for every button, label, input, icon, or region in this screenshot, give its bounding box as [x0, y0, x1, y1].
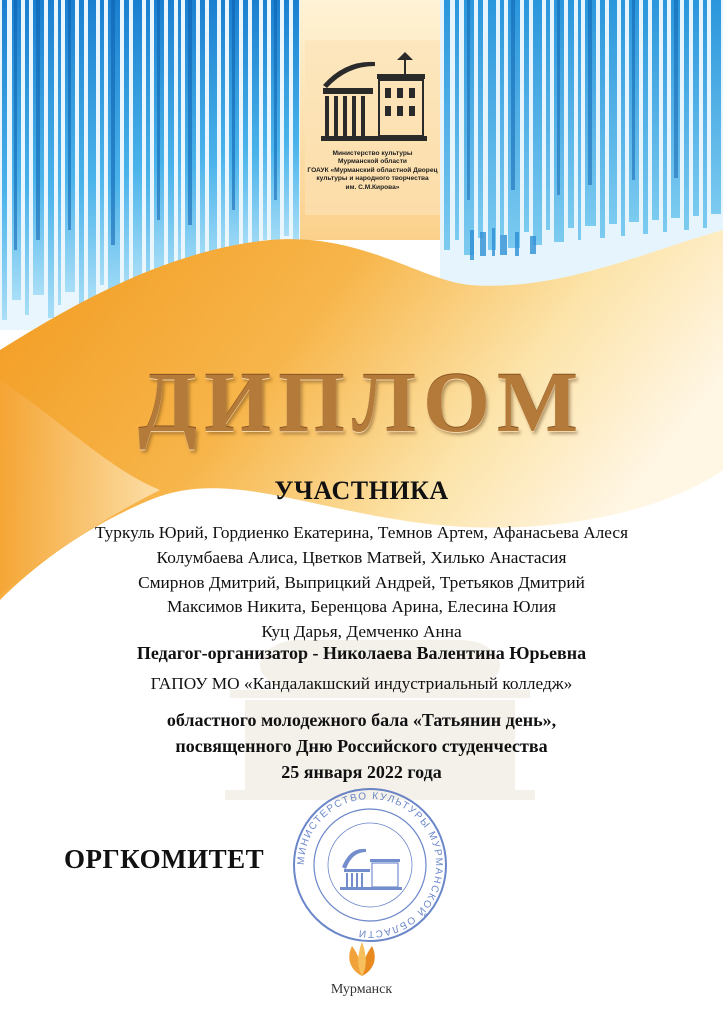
participants-list — [0, 521, 723, 645]
diploma-title: ДИПЛОМ — [137, 354, 586, 450]
stamp-ring-text: МИНИСТЕРСТВО КУЛЬТУРЫ МУРМАНСКОЙ ОБЛАСТИ — [295, 790, 445, 940]
svg-text:МИНИСТЕРСТВО КУЛЬТУРЫ МУРМАНСК — [296, 791, 444, 939]
event-line: посвященного Дню Российского студенчества — [175, 736, 548, 756]
logo-caption-line: им. С.М.Кирова» — [345, 183, 400, 191]
city-label: Мурманск — [330, 982, 393, 997]
participants-line: Смирнов Дмитрий, Выприцкий Андрей, Третьяков Дмитрий — [138, 572, 585, 592]
event-description — [0, 707, 723, 785]
logo-caption-line: ГОАУК «Мурманский областной Дворец — [307, 166, 438, 174]
murmansk-flower-icon — [340, 940, 384, 980]
event-line: областного молодежного бала «Татьянин день», — [166, 710, 557, 730]
logo-caption — [305, 150, 440, 192]
official-stamp-icon — [290, 785, 450, 945]
diploma-subtitle: УЧАСТНИКА — [274, 476, 449, 505]
logo-caption-line: Мурманской области — [338, 158, 407, 166]
organization-line: ГАПОУ МО «Кандалакшский индустриальный колледж» — [150, 674, 573, 693]
logo-caption-line: Министерство культуры — [332, 150, 413, 157]
logo-caption-line: культуры и народного творчества — [316, 175, 429, 183]
event-date: 25 января 2022 года — [281, 762, 442, 782]
participants-line: Максимов Никита, Беренцова Арина, Елесина Юлия — [166, 597, 557, 617]
committee-label: ОРГКОМИТЕТ — [64, 844, 265, 874]
teacher-line: Педагог-организатор - Николаева Валентина Юрьевна — [136, 643, 587, 663]
participants-line: Колумбаева Алиса, Цветков Матвей, Хилько Анастасия — [156, 547, 567, 567]
participants-line: Туркуль Юрий, Гордиенко Екатерина, Темнов Артем, Афанасьева Алеся — [94, 523, 629, 542]
participants-line: Куц Дарья, Демченко Анна — [261, 622, 462, 642]
